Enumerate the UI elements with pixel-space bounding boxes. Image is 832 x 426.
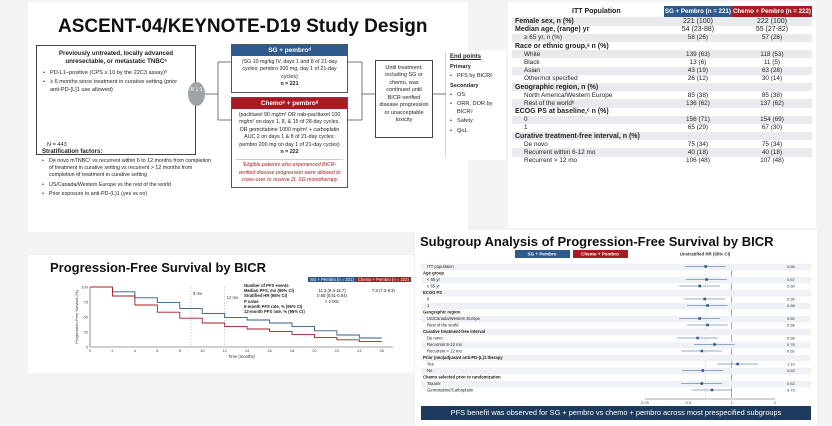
secondary-endpoint: • Safety	[450, 118, 502, 126]
forest-tick-label: 0.25	[641, 400, 649, 405]
km-x-tick-label: 14	[244, 348, 250, 353]
sg-value	[664, 42, 732, 50]
sg-value: 106 (48)	[686, 157, 710, 165]
forest-hr-value: 0.63	[787, 368, 795, 373]
chemo-value	[732, 108, 812, 116]
km-x-label: Time (months)	[228, 354, 255, 359]
forest-hr-point	[698, 317, 701, 320]
randomization-circle: R 1:1	[188, 82, 205, 106]
endpoints-heading: End points	[450, 54, 481, 60]
km-legend-value: < 0.001	[325, 298, 340, 304]
table-row	[512, 91, 812, 99]
sg-value: 40 (18)	[687, 149, 709, 157]
row-label: Black	[524, 58, 540, 66]
forest-row-label: Recurrent 6-12 mo	[427, 342, 462, 347]
km-y-tick-label: 25	[83, 329, 88, 335]
km-legend-label: 12-month PFS rate, % (95% CI)	[244, 309, 305, 315]
km-y-tick-label: 100	[81, 284, 88, 290]
chemo-value: 55 (27-82)	[755, 26, 789, 34]
forest-plot	[415, 248, 817, 406]
arm-chemo-n: n = 222	[280, 149, 299, 156]
forest-hr-point	[736, 363, 739, 366]
chemo-value: 63 (28)	[761, 67, 783, 75]
arm-sg-regimen: (SG 10 mg/kg IV, days 1 and 8 of 21-day cycles; pembro 200 mg, day 1 of 21-day cycles)	[241, 59, 338, 80]
km-x-tick-label: 22	[334, 348, 340, 353]
subgroup-banner: PFS benefit was observed for SG + pembro vs chemo + pembro across most prespecified subgroups	[421, 406, 811, 420]
forest-row-stripe	[421, 303, 811, 310]
forest-hr-value: 0.58	[787, 335, 795, 341]
forest-hr-value: 0.62	[787, 381, 795, 386]
secondary-endpoint: • ORR, DOR by BICRᵍ	[450, 101, 502, 116]
forest-hr-point	[706, 304, 709, 307]
km-x-tick-label: 12	[222, 348, 227, 353]
chemo-value: 85 (38)	[761, 91, 783, 99]
chemo-value: 137 (62)	[760, 99, 784, 107]
row-label: De novo	[524, 140, 548, 148]
chemo-value	[732, 83, 812, 91]
km-x-tick-label: 18	[289, 348, 295, 353]
forest-hr-point	[696, 337, 699, 340]
forest-row-stripe	[421, 368, 811, 375]
km-legend-chemo-header: Chemo + Pembro (n = 222)	[356, 277, 411, 282]
sg-value: 26 (12)	[687, 75, 709, 83]
forest-row-label: Geographic region	[423, 309, 461, 315]
km-x-tick-label: 24	[357, 348, 362, 353]
arm-sg-n: n = 221	[280, 81, 299, 88]
forest-hr-value: 0.62	[787, 348, 795, 354]
arm-sg-box	[231, 44, 348, 93]
sg-value: 221 (100)	[682, 18, 713, 26]
km-legend-value: 7.8 (7.3-9.3)	[371, 287, 395, 293]
km-x-tick-label: 20	[312, 348, 317, 353]
forest-hr-value: 1.10	[787, 361, 795, 367]
stratification-bullet: • Prior exposure to anti-PD-(L)1 (yes vs no)	[42, 191, 212, 198]
forest-hr-point	[713, 343, 716, 346]
forest-row-stripe	[421, 290, 811, 297]
sg-value: 65 (29)	[687, 124, 709, 132]
table-header-sg: SG + Pembro (n = 221)	[664, 6, 732, 17]
secondary-endpoint: • QoL	[450, 128, 502, 136]
primary-label: Primary	[450, 64, 471, 71]
pfs-panel	[28, 255, 414, 373]
forest-row-label: < 65 yr	[427, 277, 440, 282]
row-label: Female sex, n (%)	[515, 18, 574, 26]
km-legend-label: Median PFS, mo (95% CI)	[244, 287, 295, 293]
row-label: Race or ethnic group,ᵃ n (%)	[515, 42, 609, 50]
sg-value: 139 (63)	[686, 50, 710, 58]
sg-value: 85 (38)	[687, 91, 709, 99]
secondary-endpoint: • OS	[450, 92, 502, 100]
forest-row-label: Prior (neo)adjuvant anti-PD-(L)1 therapy	[423, 355, 503, 360]
forest-hr-point	[705, 278, 708, 281]
table-row	[512, 67, 812, 75]
sg-value	[664, 132, 732, 140]
forest-row-label: Rest of the world	[427, 322, 459, 328]
eligibility-heading: Previously untreated, locally advanced unresectable, or metastatic TNBCᵃ	[58, 50, 174, 66]
arm-chemo-regimen: (paclitaxel 90 mg/m² OR nab-paclitaxel 100 mg/m² on days 1, 8, & 15 of 28-day cycles, OR gemcitabine 1000 mg/m² + carboplatin AUC 2 on days 1 & 8 of 21-day cycles; pembro 200 mg on day 1 of 21-day cycles)	[238, 112, 341, 148]
km-annotation: 12 mo	[226, 295, 239, 300]
forest-hr-value: 0.73	[787, 387, 795, 393]
forest-hr-value: 0.65	[787, 296, 795, 302]
chemo-value: 75 (34)	[761, 140, 783, 148]
chemo-value: 118 (53)	[760, 50, 784, 58]
forest-row-label: 1	[427, 303, 430, 308]
forest-hr-value: 0.66	[787, 264, 795, 269]
arm-sg-header: SG + pembroᵈ	[232, 45, 347, 56]
forest-row-label: De novo	[427, 335, 443, 341]
km-legend-value: 11.2 (9.3-16.7)	[318, 287, 346, 293]
sg-value: 156 (71)	[686, 116, 710, 124]
km-legend-value	[308, 309, 355, 314]
sg-value: 136 (62)	[686, 99, 710, 107]
chemo-value: 67 (30)	[761, 124, 783, 132]
eligibility-box	[36, 45, 196, 155]
km-x-tick-label: 6	[156, 348, 159, 353]
stratification-heading: Stratification factors:	[42, 149, 103, 155]
km-legend-table	[243, 277, 411, 315]
km-legend-label: P value	[244, 298, 259, 304]
km-legend-value	[356, 309, 411, 314]
km-legend-value: 0.65 (0.51-0.84)	[317, 293, 347, 299]
arm-chemo-box	[231, 97, 348, 188]
subgroup-panel	[415, 230, 817, 426]
row-label: North America/Western Europe	[524, 91, 613, 99]
primary-endpoint: • PFS by BICRᵍ	[450, 73, 502, 81]
baseline-table-panel	[508, 2, 816, 228]
km-x-tick-label: 16	[267, 348, 272, 353]
eligibility-bullet: • ≥ 6 months since treatment in curative setting (prior anti-PD-[L]1 use allowed)	[43, 79, 189, 94]
row-label: Recurrent within 6-12 mo	[524, 149, 596, 157]
forest-header-sg: SG + Pembro	[527, 251, 557, 257]
chemo-value: 154 (69)	[760, 116, 784, 124]
stratification-factors	[42, 148, 212, 200]
row-label: 0	[524, 116, 528, 124]
stratification-bullet: • De novo mTNBCᶜ vs recurrent within 6 to 12 months from completion of treatment in curative setting vs recurrent > 12 months from completion of treatment in curative setting	[42, 158, 212, 179]
forest-hr-value: 0.60	[787, 316, 795, 321]
forest-hr-point	[703, 298, 706, 301]
forest-row-stripe	[421, 342, 811, 349]
forest-row-stripe	[421, 381, 811, 388]
km-legend-label: Stratified HR (95% CI)	[244, 293, 288, 299]
table-row	[512, 99, 812, 107]
forest-hr-point	[698, 285, 701, 288]
km-annotation: 9 mo	[193, 291, 203, 296]
treatment-box: Until treatment, including SG or chemo, was continued until BICR-verified disease progression or unacceptable toxicity	[375, 60, 433, 138]
forest-row-label: Age group	[423, 270, 444, 276]
forest-row-label: 0	[427, 296, 430, 302]
table-row	[512, 58, 812, 66]
table-row	[512, 50, 812, 58]
study-design-panel	[28, 2, 493, 232]
crossover-note: ᶠEligible patients who experienced BICR-verified disease progression were allowed to cross-over to receive 2L SG monotherapy	[236, 159, 343, 184]
forest-row-label: ECOG PS	[423, 290, 443, 295]
chemo-value: 30 (14)	[761, 75, 783, 83]
pfs-title: Progression-Free Survival by BICR	[50, 260, 267, 275]
sg-value: 43 (19)	[687, 67, 709, 75]
row-label: Median age, (range) yr	[515, 26, 590, 34]
row-label: Curative treatment-free interval, n (%)	[515, 132, 640, 140]
design-title: ASCENT-04/KEYNOTE-D19 Study Design	[58, 16, 428, 37]
km-y-tick-label: 50	[83, 314, 88, 320]
chemo-value: 11 (5)	[763, 58, 781, 66]
km-legend-label: Number of PFS events	[244, 282, 289, 288]
forest-hr-value: 0.60	[787, 283, 795, 289]
table-row	[512, 157, 812, 165]
chemo-value: 57 (26)	[761, 34, 783, 42]
row-label: ≥ 65 yr, n (%)	[524, 34, 562, 42]
forest-tick-label: 2	[773, 400, 777, 405]
secondary-label: Secondary	[450, 83, 479, 90]
row-label: Recurrent > 12 mo	[524, 157, 578, 165]
km-legend-sg-header: SG + Pembro (n = 221)	[310, 277, 354, 283]
chemo-value: 40 (18)	[761, 149, 783, 157]
baseline-table	[512, 6, 812, 165]
forest-row-label: Curative treatment-free interval	[423, 329, 486, 334]
table-row	[512, 42, 812, 50]
chemo-value	[732, 42, 812, 50]
forest-hr-value: 0.76	[787, 342, 795, 347]
table-row	[512, 75, 812, 83]
row-label: Rest of the worldᵇ	[524, 99, 575, 107]
forest-hr-point	[706, 324, 709, 327]
table-row	[512, 83, 812, 91]
row-label: White	[524, 50, 541, 58]
km-legend-row	[243, 288, 411, 293]
endpoints-box	[446, 50, 506, 160]
table-row	[512, 140, 812, 148]
chemo-value: 107 (48)	[760, 157, 784, 165]
forest-row-label: No	[427, 368, 433, 373]
forest-row-label: US/Canada/Western Europe	[427, 316, 480, 321]
table-row	[512, 148, 812, 156]
km-legend-row	[243, 309, 411, 314]
sg-value: 54 (23-88)	[681, 26, 715, 34]
eligibility-n: N = 443	[47, 142, 67, 149]
row-label: Other/not specified	[524, 75, 578, 83]
chemo-value	[732, 132, 812, 140]
forest-hr-point	[701, 369, 704, 372]
forest-tick-label: 0.5	[685, 400, 692, 405]
forest-row-stripe	[421, 277, 811, 284]
row-label: Geographic region, n (%)	[515, 83, 599, 91]
forest-row-label: Gemcitabine/Carboplatin	[427, 387, 474, 393]
forest-row-label: ITT population	[427, 264, 454, 269]
table-header-label: ITT Population	[572, 8, 621, 16]
forest-row-label: Yes	[427, 361, 434, 367]
km-x-tick-label: 10	[199, 348, 205, 353]
table-row	[512, 26, 812, 34]
eligibility-bullet: • PD-L1–positive (CPS ≥ 10 by the 22C3 assay)ᵇ	[43, 70, 189, 78]
table-row	[512, 124, 812, 132]
forest-hr-point	[700, 350, 703, 353]
km-x-tick-label: 8	[178, 348, 181, 353]
forest-row-label: Taxane	[427, 381, 441, 386]
forest-row-stripe	[421, 264, 811, 271]
forest-hr-value: 0.68	[787, 322, 795, 328]
km-y-tick-label: 75	[83, 299, 88, 305]
table-row	[512, 17, 812, 25]
row-label: 1	[524, 124, 528, 132]
table-row	[512, 116, 812, 124]
km-y-label: Progression-Free Survival (%)	[74, 290, 79, 344]
table-row	[512, 34, 812, 42]
forest-header-chemo: Chemo + Pembro	[581, 251, 619, 257]
table-header-chemo: Chemo + Pembro (n = 222)	[732, 6, 812, 17]
chemo-value: 222 (100)	[756, 18, 787, 26]
sg-value: 75 (34)	[687, 140, 709, 148]
forest-hr-value: 0.67	[787, 277, 795, 282]
row-label: Asian	[524, 67, 540, 75]
forest-row-label: Recurrent > 12 mo	[427, 348, 462, 354]
km-x-tick-label: 4	[133, 348, 137, 353]
table-header-row	[512, 6, 812, 17]
km-x-tick-label: 26	[379, 348, 385, 353]
km-x-tick-label: 2	[111, 348, 114, 353]
forest-header-hr: Unstratified HR (95% CI)	[679, 251, 731, 257]
table-row	[512, 108, 812, 116]
forest-hr-value: 0.68	[787, 303, 795, 308]
row-label: ECOG PS at baseline,ᶜ n (%)	[515, 108, 609, 116]
forest-hr-point	[711, 389, 714, 392]
subgroup-title: Subgroup Analysis of Progression-Free Survival by BICR	[420, 234, 774, 249]
stratification-bullet: • US/Canada/Western Europe vs the rest of the world	[42, 182, 212, 189]
forest-row-label: ≥ 65 yr	[427, 283, 440, 289]
sg-value: 58 (26)	[687, 34, 709, 42]
km-x-tick-label: 0	[88, 348, 92, 353]
sg-value	[664, 108, 732, 116]
forest-hr-point	[704, 265, 707, 268]
forest-tick-label: 1	[730, 400, 733, 405]
km-legend-label: 6-month PFS rate, % (95% CI)	[244, 304, 303, 310]
sg-value: 13 (6)	[689, 58, 707, 66]
forest-row-label: Chemo selected prior to randomization	[423, 374, 501, 380]
km-y-tick-label: 0	[85, 344, 88, 350]
sg-value	[664, 83, 732, 91]
table-row	[512, 132, 812, 140]
forest-hr-point	[700, 382, 703, 385]
arm-chemo-header: Chemoᵉ + pembroᵈ	[232, 98, 347, 109]
